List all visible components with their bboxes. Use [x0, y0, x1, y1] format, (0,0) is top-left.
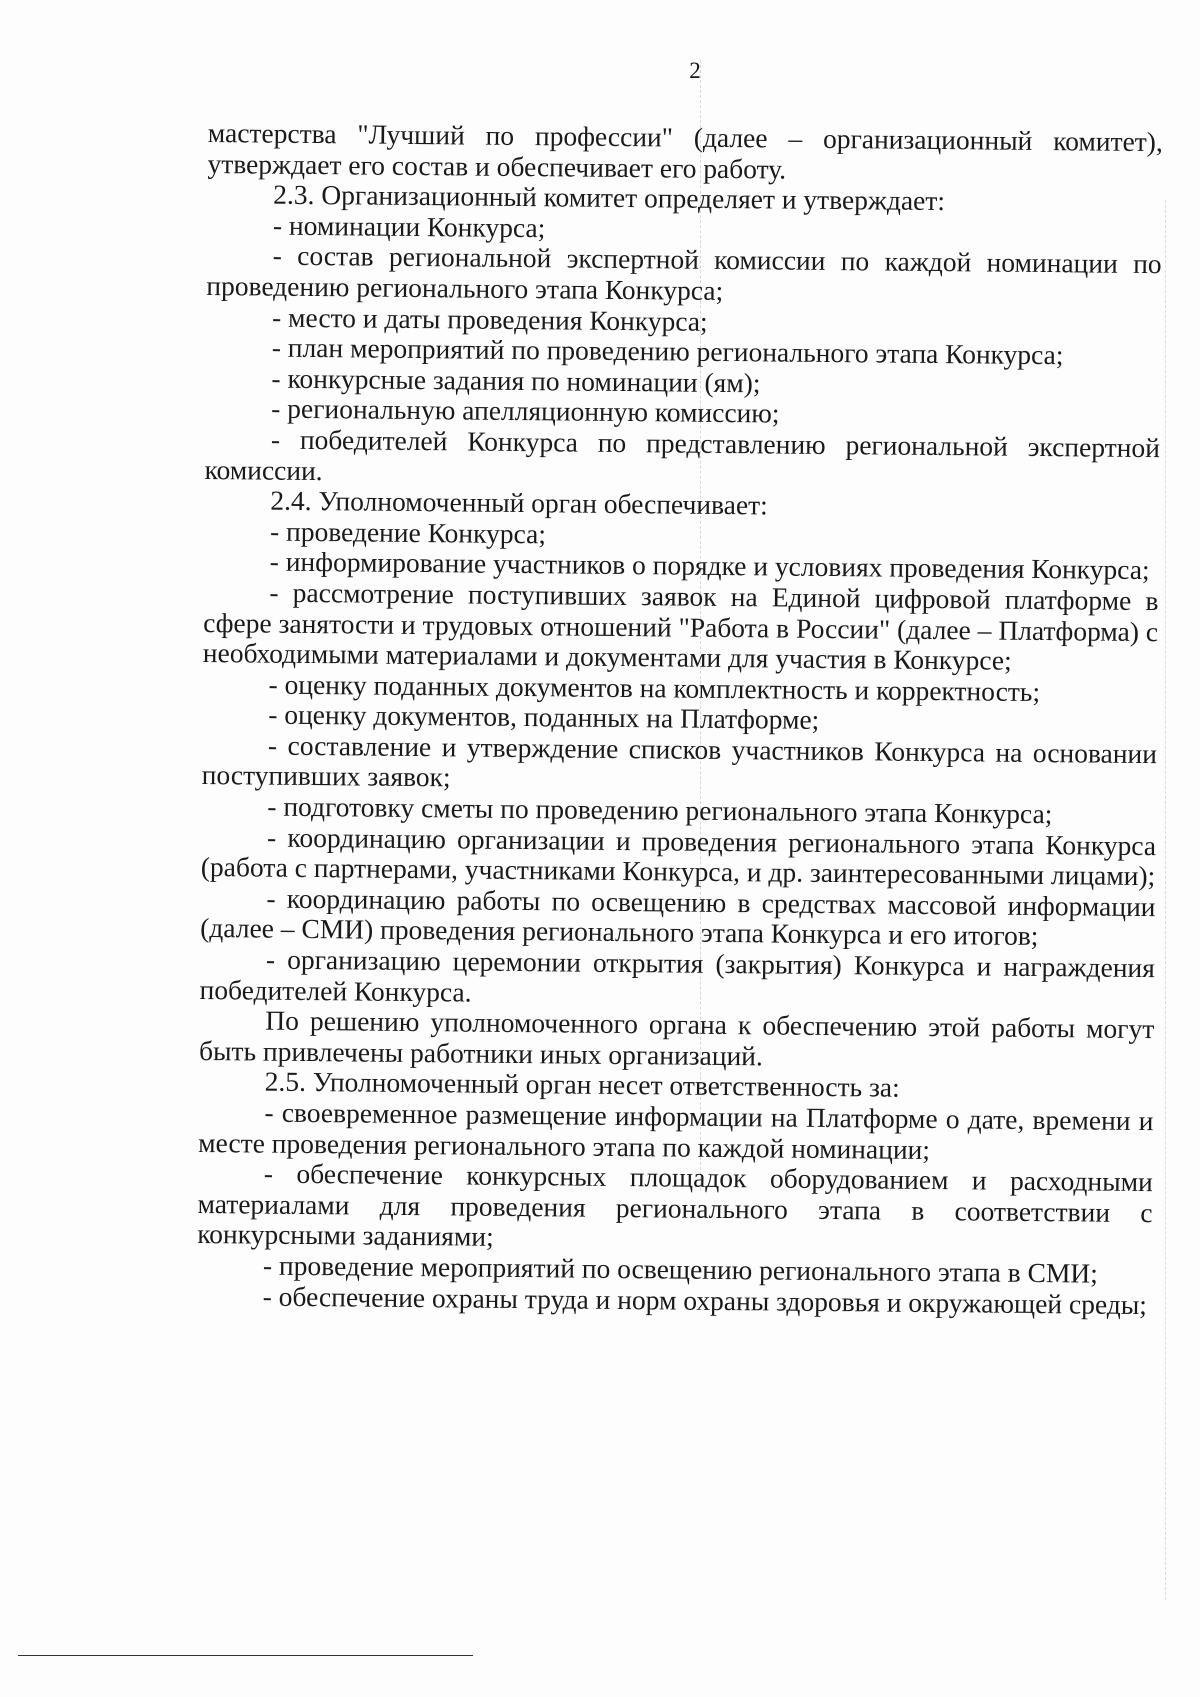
- paragraph: По решению уполномоченного органа к обеспечению этой работы могут быть привлечены работники иных организаций.: [198, 1004, 1155, 1072]
- document-body: [197, 118, 1163, 1320]
- page-number: 2: [689, 58, 701, 83]
- paragraph: - план мероприятий по проведению регионального этапа Конкурса;: [271, 331, 1064, 371]
- paragraph: - обеспечение конкурсных площадок оборудованием и расходными материалами для проведения регионального этапа в соответствии с конкурсными заданиями;: [197, 1157, 1153, 1253]
- paragraph: - номинации Конкурса;: [272, 209, 546, 244]
- paragraph: - состав региональной экспертной комиссии по каждой номинации по проведению регионального этапа Конкурса;: [206, 240, 1162, 306]
- paragraph: - обеспечение охраны труда и норм охраны здоровья и окружающей среды;: [262, 1280, 1148, 1320]
- paragraph: - проведение мероприятий по освещению регионального этапа в СМИ;: [262, 1249, 1099, 1289]
- paragraph: - региональную апелляционную комиссию;: [271, 392, 780, 429]
- paragraph: - рассмотрение поступивших заявок на Единой цифровой платформе в сфере занятости и трудовых отношений "Работа в России" (далее – Платформа) с необходимыми материалами и документами для участия в Конкурсе;: [202, 576, 1159, 676]
- footer-rule: [18, 1655, 473, 1656]
- paragraph: - составление и утверждение списков участников Конкурса на основании поступивших заявок;: [201, 729, 1158, 793]
- paragraph: 2.4. Уполномоченный орган обеспечивает:: [270, 484, 768, 521]
- paragraph: - информирование участников о порядке и условиях проведения Конкурса;: [269, 545, 1150, 586]
- paragraph: - конкурсные задания по номинации (ям);: [271, 362, 761, 399]
- paragraph: - организацию церемонии открытия (закрытия) Конкурса и награждения победителей Конкурса.: [199, 943, 1156, 1008]
- paragraph: - своевременное размещение информации на Платформе о дате, времени и месте проведения регионального этапа по каждой номинации;: [198, 1096, 1154, 1165]
- paragraph: - оценку поданных документов на комплектность и корректность;: [268, 668, 1041, 707]
- scan-edge-line: [1165, 200, 1166, 1600]
- paragraph: 2.3. Организационный комитет определяет и утверждает:: [273, 178, 946, 217]
- paragraph: - координацию работы по освещению в средствах массовой информации (далее – СМИ) проведения регионального этапа Конкурса и его итогов;: [200, 882, 1156, 952]
- paragraph: - место и даты проведения Конкурса;: [271, 301, 708, 337]
- paragraph: - победителей Конкурса по представлению региональной экспертной комиссии.: [204, 423, 1161, 486]
- paragraph: - подготовку сметы по проведению регионального этапа Конкурса;: [267, 790, 1053, 830]
- paragraph: 2.5. Уполномоченный орган несет ответственность за:: [264, 1065, 900, 1104]
- paragraph: мастерства "Лучший по профессии" (далее – организационный комитет), утверждает его состав и обеспечивает его работу.: [207, 117, 1163, 185]
- paragraph: - координацию организации и проведения регионального этапа Конкурса (работа с партнерами, участниками Конкурса, и др. заинтересованными лицами);: [200, 821, 1157, 892]
- paragraph: - проведение Конкурса;: [269, 515, 547, 549]
- paragraph: - оценку документов, поданных на Платформе;: [268, 698, 820, 736]
